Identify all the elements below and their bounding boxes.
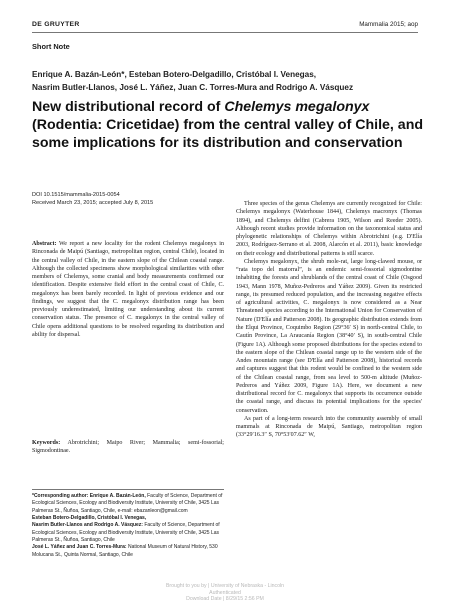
body-paragraph-1: Three species of the genus Chelemys are currently recognized for Chile: Chelemys megalonyx (Waterhouse 1844), Chelemys macronyx (Thomas 1894), and Chelemys delfini (Cabrera 1905, Wilson and Reeder 2005). Although recent studies provide information on the taxonomical status and phylogenetic relationships of Chelemys within Abrotrichini (e.g. D'Elía 2003, Rodríguez-Serrano et al. 2008, Alarcón et al. 2011), basic knowledge on their ecology and distributional patterns is still scarce. bbox=[236, 201, 422, 257]
author-affiliations bbox=[32, 493, 226, 559]
body-text bbox=[236, 200, 422, 440]
affiliation-text-3: National Museum of Natural History, 530 Molucana St., Quinta Normal, Santiago, Chile bbox=[32, 544, 218, 558]
author-list bbox=[32, 69, 422, 94]
affiliation-names-3: José L. Yáñez and Juan C. Torres-Mura: bbox=[32, 544, 127, 551]
keywords bbox=[32, 439, 224, 456]
affiliation-names-2: Nasrim Butler-Llanos and Rodrigo A. Vásquez: bbox=[32, 522, 143, 529]
keywords-text: Abrotrichini; Maipo River; Mammalia; semi-fossorial; Sigmodontinae. bbox=[32, 440, 224, 455]
body-paragraph-3: As part of a long-term research into the community assembly of small mammals at Rinconada de Maipú, Santiago, metropolitan region (33°29′16.3″ S, 70°53′07.62″ W, bbox=[236, 415, 422, 439]
affiliation-names-1: Esteban Botero-Delgadillo, Cristóbal I. Venegas, bbox=[32, 515, 147, 522]
body-paragraph-2: Chelemys megalonyx, the shrub mole-rat, large long-clawed mouse, or “rata topo del matorral”, is an endemic semi-fossorial sigmodontine inhabiting the forests and shrublands of the central coast of Chile (Osgood 1943, Mann 1978, Muñoz-Pedreros and Yáñez 2009). Given its restricted range, its presumed reduced population, and the increasing negative effects of agricultural activities, C. megalonyx is now considered as a Near Threatened species according to the International Union for Conservation of Nature (D'Elía and Patterson 2008). Its geographic distribution extends from the Elqui Province, Coquimbo Region (29°36′ S) in north-central Chile, to Cautín Province, La Araucanía Region (38°40′ S), in south-central Chile (Figure 1A). Although some proposed distributions for the species extend to the eastern slope of the Chilean coastal range up to the western side of the Andes mountain range (see D'Elía and Patterson 2008), historical records and captures suggest that this rodent would be confined to the western side of the Chilean coastal range, from sea level to 500-m altitude (Muñoz-Pedreros and Yáñez 2009, Figure 1A). Here, we document a new distributional record for C. megalonyx that supports its occurrence outside the coastal range, and discuss its potential implications for the species' conservation. bbox=[236, 258, 422, 414]
article-type: Short Note bbox=[32, 42, 70, 51]
corresponding-author-text: Faculty of Science, Department of Ecological Sciences, Ecology and Biodiversity Institute, University of Chile, 3425 Las Palmeras St., Ñuñoa, Santiago, Chile, e-mail: ebazanleon@gmail.com bbox=[32, 493, 223, 514]
watermark-line-3: Download Date | 8/29/15 2:56 PM bbox=[186, 596, 264, 603]
abstract-label: Abstract: bbox=[32, 241, 57, 247]
download-watermark bbox=[0, 583, 450, 603]
footnote-rule bbox=[32, 489, 224, 490]
abstract-text: We report a new locality for the rodent Chelemys megalonyx in Rinconada de Maipú (Santiago, metropolitan region, central Chile), located in the central valley of Chile, in the eastern slope of the Chilean coastal range. Although the collected specimens show morphological similarities with other members of Chelemys, some cranial and body measurements confirmed our identification. Despite extensive field effort in the central coast of Chile, C. megalonyx has been barely recorded. In light of previous evidence and our findings, we suggest that the C. megalonyx distribution range has been previously underestimated, limiting our understanding about its current conservation status. The presence of C. megalonyx in the central valley of Chile opens additional questions to be resolved regarding its distribution and ability for dispersal. bbox=[32, 241, 225, 338]
doi: DOI 10.1515/mammalia-2015-0054 bbox=[32, 192, 120, 198]
keywords-label: Keywords: bbox=[32, 440, 61, 446]
abstract bbox=[32, 240, 224, 339]
title-species: Chelemys megalonyx bbox=[224, 99, 370, 115]
article-title: New distributional record of Chelemys megalonyx (Rodentia: Cricetidae) from the central valley of Chile, and some implications for its distribution and conservation bbox=[32, 99, 424, 151]
publisher-name: DE GRUYTER bbox=[32, 21, 80, 28]
corresponding-author-label: *Corresponding author: Enrique A. Bazán-León, bbox=[32, 493, 146, 499]
watermark-line-2: Authenticated bbox=[209, 589, 241, 596]
header-rule bbox=[32, 32, 418, 33]
received-accepted-dates: Received March 23, 2015; accepted July 8, 2015 bbox=[32, 199, 154, 206]
affiliation-text-2: Faculty of Science, Department of Ecological Sciences, Ecology and Biodiversity Institute, University of Chile, 3425 Las Palmeras St., Ñuñoa, Santiago, Chile bbox=[32, 522, 220, 544]
author-line-1: Enrique A. Bazán-León*, Esteban Botero-Delgadillo, Cristóbal I. Venegas, bbox=[32, 70, 317, 79]
journal-citation: Mammalia 2015; aop bbox=[359, 21, 418, 28]
watermark-line-1: Brought to you by | University of Nebraska - Lincoln bbox=[165, 583, 285, 589]
article-meta bbox=[32, 192, 153, 207]
author-line-2: Nasrim Butler-Llanos, José L. Yáñez, Juan C. Torres-Mura and Rodrigo A. Vásquez bbox=[32, 82, 354, 92]
